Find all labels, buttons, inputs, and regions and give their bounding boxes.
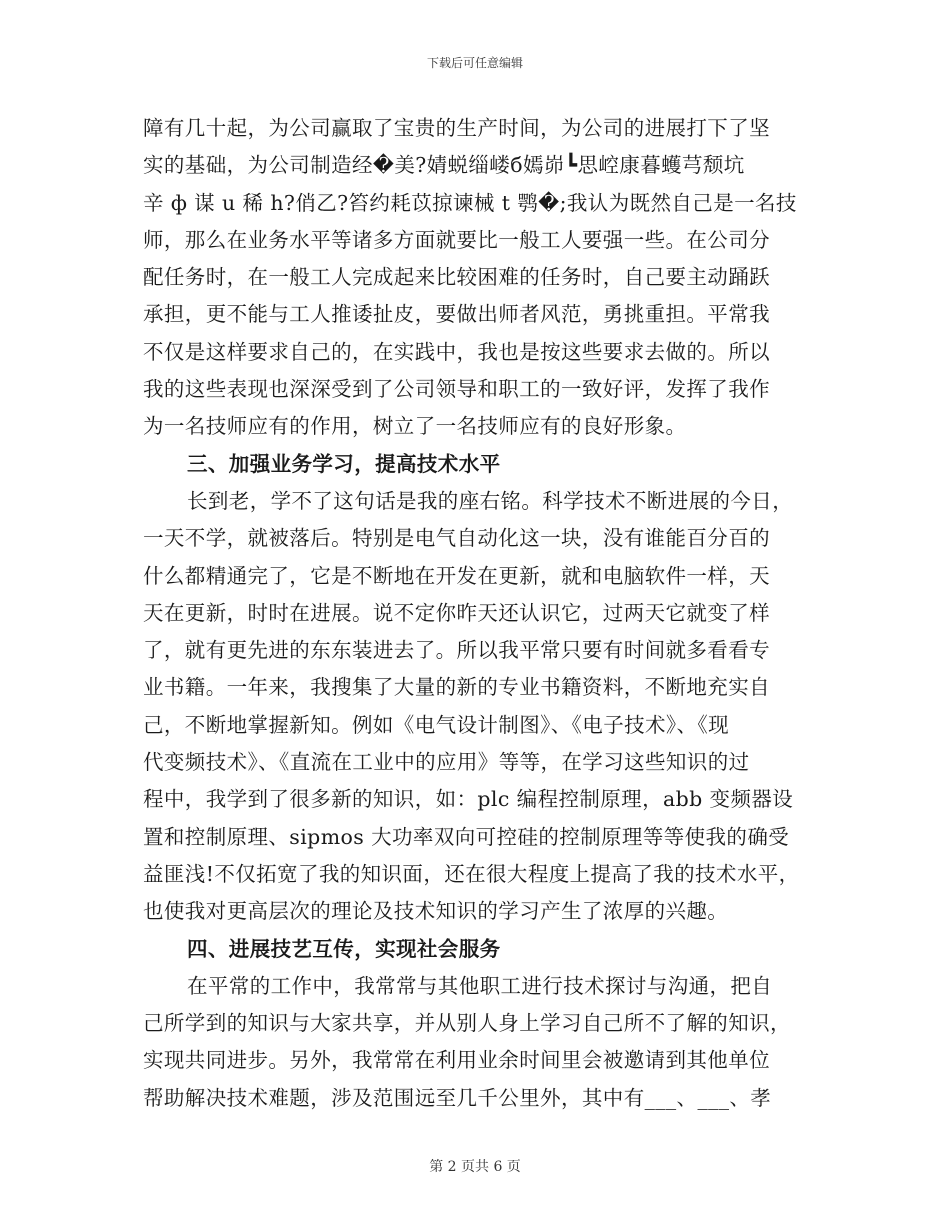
paragraph-line: 长到老，学不了这句话是我的座右铭。科学技术不断进展的今日， xyxy=(187,488,794,513)
paragraph-line: 置和控制原理、sipmos 大功率双向可控硅的控制原理等等使我的确受 xyxy=(143,824,790,849)
paragraph-line: 配任务时，在一般工人完成起来比较困难的任务时，自己要主动踊跃 xyxy=(143,265,770,290)
paragraph-line: 实的基础，为公司制造经�美?婧蜕缁嵝б嫣峁┗思崆康暮蠖芎颓坑 xyxy=(143,153,745,178)
paragraph-line: 在平常的工作中，我常常与其他职工进行技术探讨与沟通，把自 xyxy=(187,973,773,998)
paragraph-line: 障有几十起，为公司赢取了宝贵的生产时间，为公司的进展打下了坚 xyxy=(143,116,770,140)
paragraph-line: 实现共同进步。另外，我常常在利用业余时间里会被邀请到其他单位 xyxy=(143,1048,770,1073)
paragraph-line: 什么都精通完了，它是不断地在开发在更新，就和电脑软件一样，天 xyxy=(143,563,770,588)
paragraph-line: 益匪浅!不仅拓宽了我的知识面，还在很大程度上提高了我的技术水平， xyxy=(143,861,800,886)
paragraph-line: 帮助解决技术难题，涉及范围远至几千公里外，其中有___、___、孝 xyxy=(143,1085,772,1110)
paragraph-line: 承担，更不能与工人推诿扯皮，要做出师者风范，勇挑重担。平常我 xyxy=(143,302,770,327)
paragraph-line: 为一名技师应有的作用，树立了一名技师应有的良好形象。 xyxy=(143,414,687,439)
page-header: 下载后可任意编辑 xyxy=(426,56,523,70)
paragraph-line: 程中，我学到了很多新的知识，如：plc 编程控制原理，abb 变频器设 xyxy=(143,787,794,812)
paragraph-line: 己，不断地掌握新知。例如《电气设计制图》、《电子技术》、《现 xyxy=(143,712,729,737)
paragraph-line: 也使我对更高层次的理论及技术知识的学习产生了浓厚的兴趣。 xyxy=(143,899,729,924)
section-heading: 三、加强业务学习，提高技术水平 xyxy=(187,451,501,476)
paragraph-line: 天在更新，时时在进展。说不定你昨天还认识它，过两天它就变了样 xyxy=(143,600,770,625)
paragraph-line: 了，就有更先进的东东装进去了。所以我平常只要有时间就多看看专 xyxy=(143,638,770,663)
paragraph-line: 师，那么在业务水平等诸多方面就要比一般工人要强一些。在公司分 xyxy=(143,227,770,252)
paragraph-line: 我的这些表现也深深受到了公司领导和职工的一致好评，发挥了我作 xyxy=(143,377,770,402)
paragraph-line: 己所学到的知识与大家共享，并从别人身上学习自己所不了解的知识， xyxy=(143,1011,791,1036)
document-body xyxy=(143,110,818,1117)
paragraph-line: 业书籍。一年来，我搜集了大量的新的专业书籍资料，不断地充实自 xyxy=(143,675,770,700)
paragraph-line: 不仅是这样要求自己的，在实践中，我也是按这些要求去做的。所以 xyxy=(143,339,770,364)
page-number-footer: 第 2 页共 6 页 xyxy=(429,1159,521,1175)
section-heading: 四、进展技艺互传，实现社会服务 xyxy=(187,936,501,961)
paragraph-line: 代变频技术》、《直流在工业中的应用》等等，在学习这些知识的过 xyxy=(143,750,750,775)
paragraph-line: 一天不学，就被落后。特别是电气自动化这一块，没有谁能百分百的 xyxy=(143,526,770,551)
paragraph-line: 辛 ф 谋 u 稀 h?俏乙?笞约耗苡掠谏械 t 鹗�;我认为既然自己是一名技 xyxy=(143,190,797,215)
